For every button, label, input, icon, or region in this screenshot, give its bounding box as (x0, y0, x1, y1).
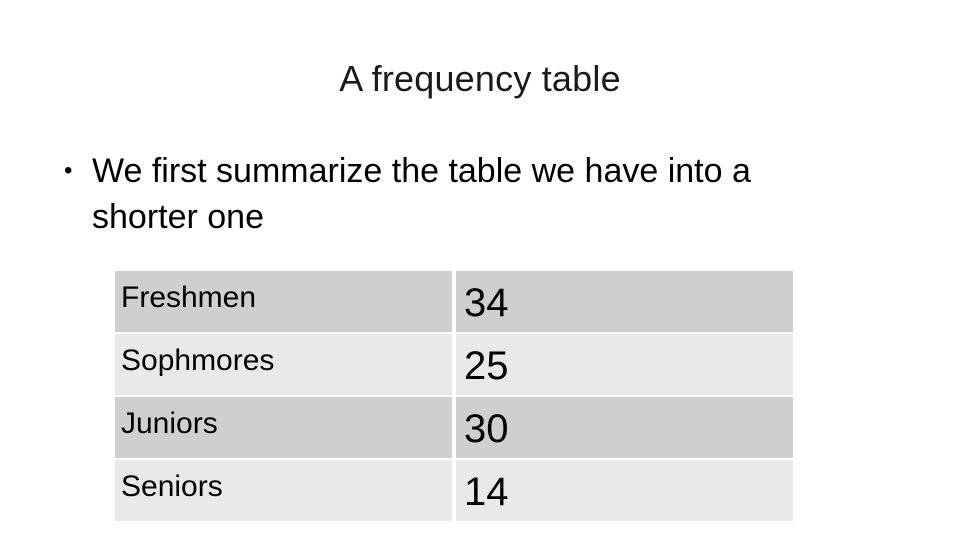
frequency-table (114, 270, 794, 522)
class-cell: Juniors (114, 396, 453, 459)
class-cell: Seniors (114, 459, 453, 522)
bullet-text-line-2: shorter one (92, 198, 264, 236)
slide-title: A frequency table (339, 58, 621, 99)
table-row (114, 459, 794, 522)
count-cell: 34 (453, 270, 794, 333)
bullet-list (60, 148, 920, 240)
class-cell: Freshmen (114, 270, 453, 333)
bullet-item-continuation (60, 194, 920, 240)
table-row (114, 270, 794, 333)
bullet-item (60, 148, 920, 194)
count-cell: 14 (453, 459, 794, 522)
table-row (114, 396, 794, 459)
bullet-dot-icon: • (64, 157, 73, 184)
table-row (114, 333, 794, 396)
bullet-text-line-1: We first summarize the table we have into a (92, 152, 751, 190)
count-cell: 30 (453, 396, 794, 459)
class-cell: Sophmores (114, 333, 453, 396)
count-cell: 25 (453, 333, 794, 396)
